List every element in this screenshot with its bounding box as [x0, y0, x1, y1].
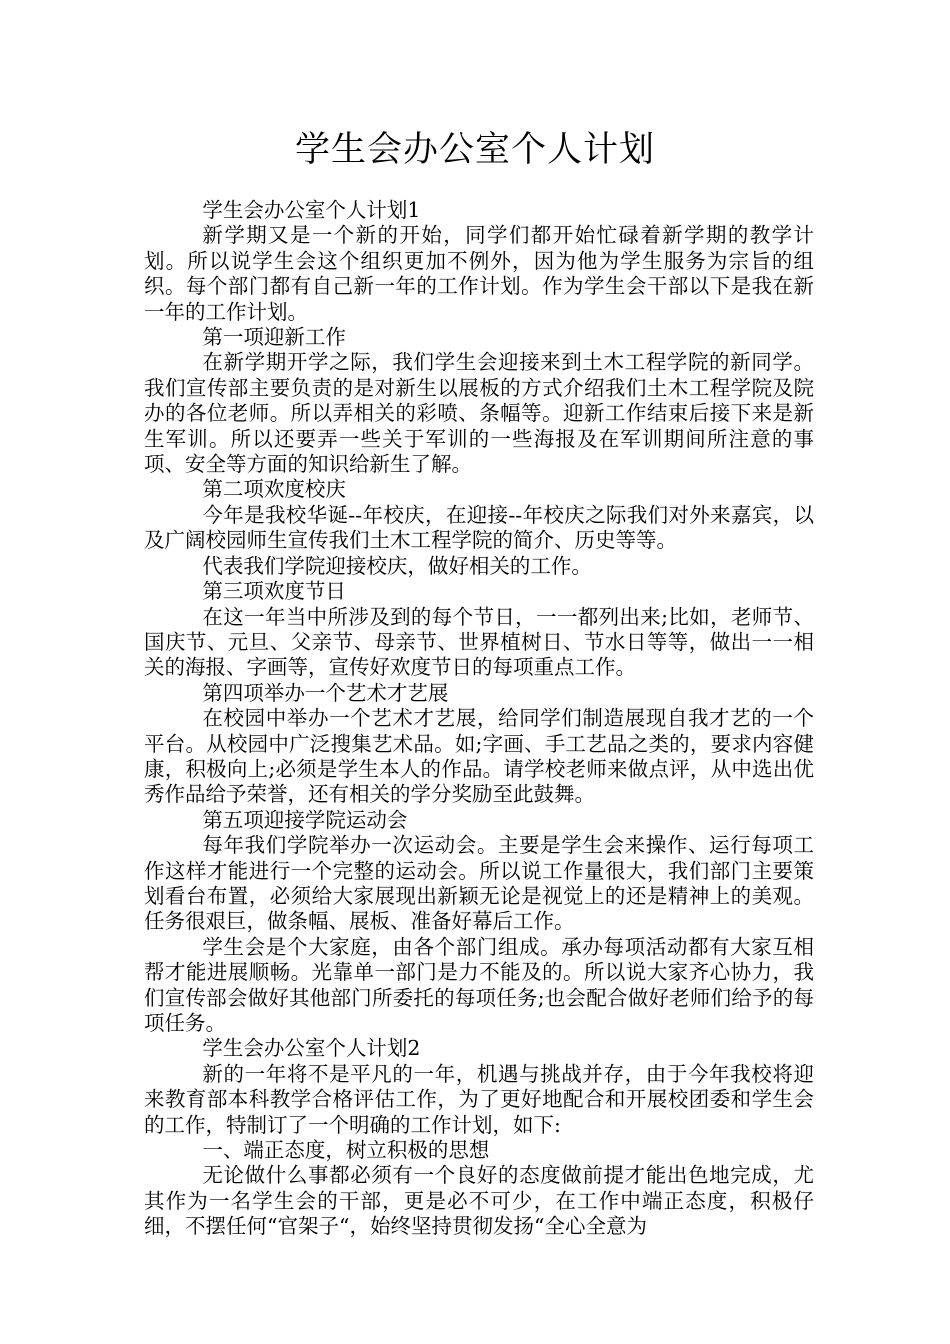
paragraph: 今年是我校华诞--年校庆，在迎接--年校庆之际我们对外来嘉宾，以及广阔校园师生宣传我们土木工程学院的简介、历史等等。: [144, 502, 814, 553]
paragraph: 学生会是个大家庭，由各个部门组成。承办每项活动都有大家互相帮才能进展顺畅。光靠单一部门是力不能及的。所以说大家齐心协力，我们宣传部会做好其他部门所委托的每项任务;也会配合做好老师们给予的每项任务。: [144, 934, 814, 1035]
paragraph: 在新学期开学之际，我们学生会迎接来到土木工程学院的新同学。我们宣传部主要负责的是对新生以展板的方式介绍我们土木工程学院及院办的各位老师。所以弄相关的彩喷、条幅等。迎新工作结束后接下来是新生军训。所以还要弄一些关于军训的一些海报及在军训期间所注意的事项、安全等方面的知识给新生了解。: [144, 350, 814, 477]
paragraph: 新的一年将不是平凡的一年，机遇与挑战并存，由于今年我校将迎来教育部本科教学合格评估工作，为了更好地配合和开展校团委和学生会的工作，特制订了一个明确的工作计划，如下:: [144, 1061, 814, 1137]
paragraph: 一、端正态度，树立积极的思想: [202, 1138, 490, 1163]
paragraph: 新学期又是一个新的开始，同学们都开始忙碌着新学期的教学计划。所以说学生会这个组织更加不例外，因为他为学生服务为宗旨的组织。每个部门都有自己新一年的工作计划。作为学生会干部以下是我在新一年的工作计划。: [144, 223, 814, 324]
document-body: [144, 198, 814, 1240]
paragraph: 每年我们学院举办一次运动会。主要是学生会来操作、运行每项工作这样才能进行一个完整的运动会。所以说工作量很大，我们部门主要策划看台布置，必须给大家展现出新颖无论是视觉上的还是精神上的美观。任务很艰巨，做条幅、展板、准备好幕后工作。: [144, 833, 814, 934]
paragraph: 第一项迎新工作: [202, 325, 346, 350]
paragraph: 无论做什么事都必须有一个良好的态度做前提才能出色地完成，尤其作为一名学生会的干部，更是必不可少，在工作中端正态度，积极仔细，不摆任何“官架子“，始终坚持贯彻发扬“全心全意为: [144, 1163, 814, 1239]
paragraph: 学生会办公室个人计划1: [202, 198, 421, 222]
paragraph: 第五项迎接学院运动会: [202, 807, 408, 832]
paragraph: 在校园中举办一个艺术才艺展，给同学们制造展现自我才艺的一个平台。从校园中广泛搜集艺术品。如;字画、手工艺品之类的，要求内容健康，积极向上;必须是学生本人的作品。请学校老师来做点评，从中选出优秀作品给予荣誉，还有相关的学分奖励至此鼓舞。: [144, 706, 814, 807]
document-title: 学生会办公室个人计划: [294, 130, 655, 170]
paragraph: 在这一年当中所涉及到的每个节日，一一都列出来;比如，老师节、国庆节、元旦、父亲节、母亲节、世界植树日、节水日等等，做出一一相关的海报、字画等，宣传好欢度节日的每项重点工作。: [144, 604, 814, 680]
paragraph: 第三项欢度节日: [202, 579, 346, 604]
paragraph: 学生会办公室个人计划2: [202, 1036, 421, 1061]
paragraph: 代表我们学院迎接校庆，做好相关的工作。: [202, 553, 592, 578]
paragraph: 第四项举办一个艺术才艺展: [202, 680, 449, 705]
paragraph: 第二项欢度校庆: [202, 477, 346, 502]
